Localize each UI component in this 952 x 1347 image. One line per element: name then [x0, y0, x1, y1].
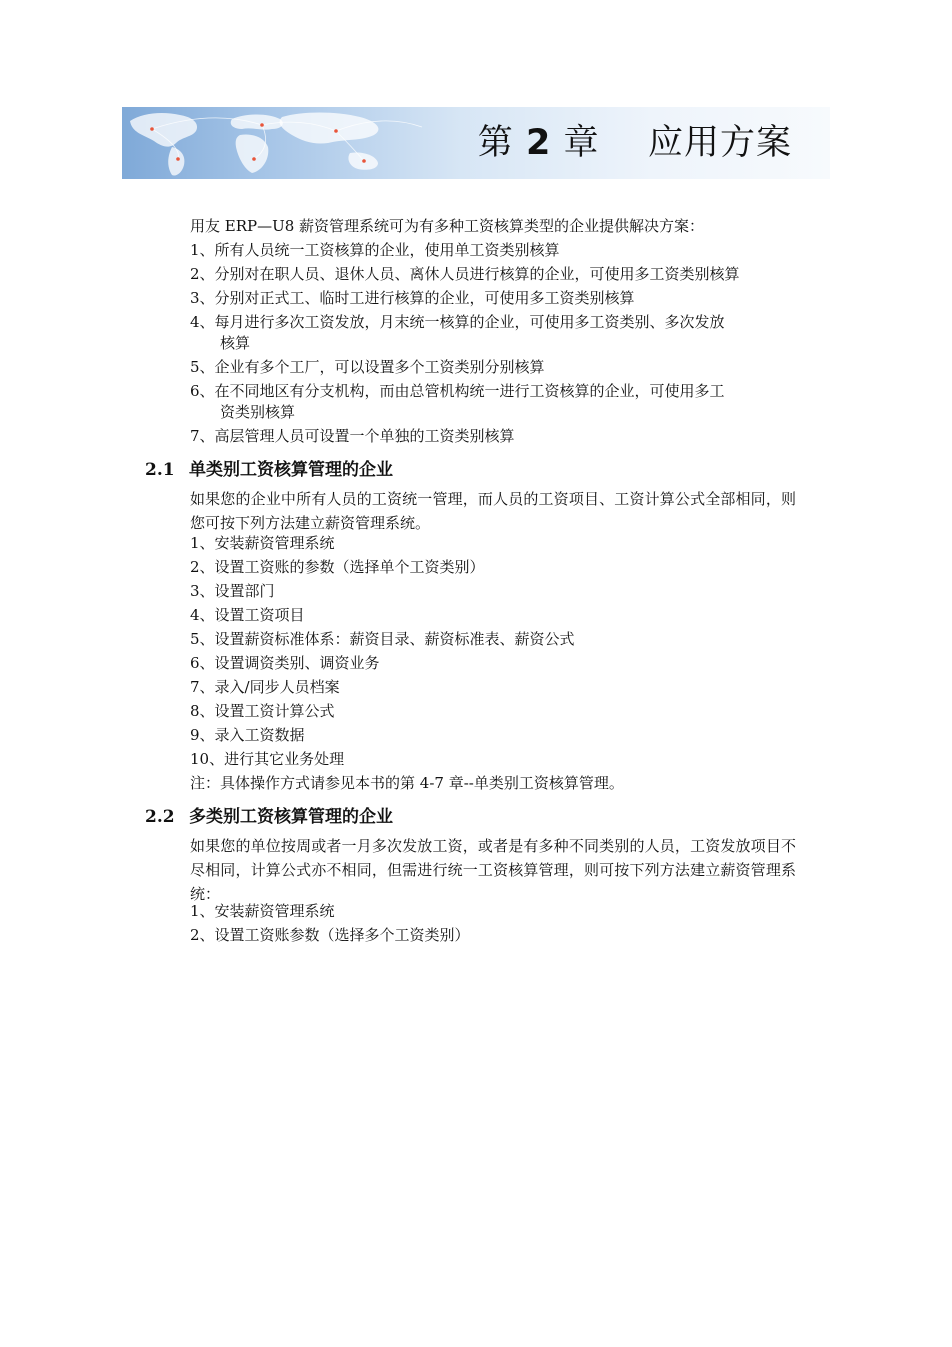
list-item: 4、设置工资项目 — [190, 606, 305, 624]
list-item: 6、设置调资类别、调资业务 — [190, 654, 380, 672]
list-item — [190, 312, 796, 354]
list-item-text: 2、分别对在职人员、退休人员、离休人员进行核算的企业，可使用多工资类别核算 — [190, 265, 740, 283]
list-item: 1、安装薪资管理系统 — [190, 534, 335, 552]
list-item — [190, 381, 796, 423]
list-item: 2、设置工资账参数（选择多个工资类别） — [190, 926, 470, 944]
section-heading — [145, 806, 393, 828]
list-item: 7、录入/同步人员档案 — [190, 678, 340, 696]
chapter-title-text: 应用方案 — [647, 123, 792, 163]
list-item: 1、安装薪资管理系统 — [190, 902, 335, 920]
list-item — [190, 357, 796, 378]
note: 注：具体操作方式请参见本书的第 4-7 章--单类别工资核算管理。 — [190, 774, 624, 792]
section-title: 多类别工资核算管理的企业 — [189, 807, 393, 827]
list-item: 5、设置薪资标准体系：薪资目录、薪资标准表、薪资公式 — [190, 630, 575, 648]
list-item — [190, 426, 796, 447]
list-item: 8、设置工资计算公式 — [190, 702, 335, 720]
chapter-banner — [122, 107, 830, 179]
list-item-text: 7、高层管理人员可设置一个单独的工资类别核算 — [190, 427, 515, 445]
list-item-continuation: 资类别核算 — [220, 403, 296, 421]
world-map-icon — [122, 107, 452, 179]
list-item-text: 3、分别对正式工、临时工进行核算的企业，可使用多工资类别核算 — [190, 289, 635, 307]
list-item — [190, 288, 796, 309]
list-item — [190, 264, 796, 285]
section-heading — [145, 459, 393, 481]
list-item-text: 5、企业有多个工厂，可以设置多个工资类别分别核算 — [190, 358, 545, 376]
list-item: 10、进行其它业务处理 — [190, 750, 345, 768]
list-item: 2、设置工资账的参数（选择单个工资类别） — [190, 558, 485, 576]
list-item: 9、录入工资数据 — [190, 726, 305, 744]
section-number: 2.2 — [145, 807, 175, 827]
list-item: 3、设置部门 — [190, 582, 275, 600]
list-item-text: 4、每月进行多次工资发放，月末统一核算的企业，可使用多工资类别、多次发放 — [190, 313, 725, 331]
section-title: 单类别工资核算管理的企业 — [189, 460, 393, 480]
chapter-title — [478, 121, 792, 165]
chapter-suffix: 章 — [563, 123, 600, 163]
section-paragraph: 如果您的单位按周或者一月多次发放工资，或者是有多种不同类别的人员，工资发放项目不尽相同，计算公式亦不相同，但需进行统一工资核算管理，则可按下列方法建立薪资管理系统： — [190, 837, 796, 903]
chapter-number: 2 — [525, 123, 552, 163]
list-item-text: 1、所有人员统一工资核算的企业，使用单工资类别核算 — [190, 241, 560, 259]
section-number: 2.1 — [145, 460, 175, 480]
intro-lead: 用友 ERP—U8 薪资管理系统可为有多种工资核算类型的企业提供解决方案： — [190, 217, 705, 235]
chapter-prefix: 第 — [477, 123, 514, 163]
section-paragraph: 如果您的企业中所有人员的工资统一管理，而人员的工资项目、工资计算公式全部相同，则您可按下列方法建立薪资管理系统。 — [190, 490, 796, 532]
list-item-continuation: 核算 — [220, 334, 251, 352]
list-item-text: 6、在不同地区有分支机构，而由总管机构统一进行工资核算的企业，可使用多工 — [190, 382, 725, 400]
list-item — [190, 240, 796, 261]
